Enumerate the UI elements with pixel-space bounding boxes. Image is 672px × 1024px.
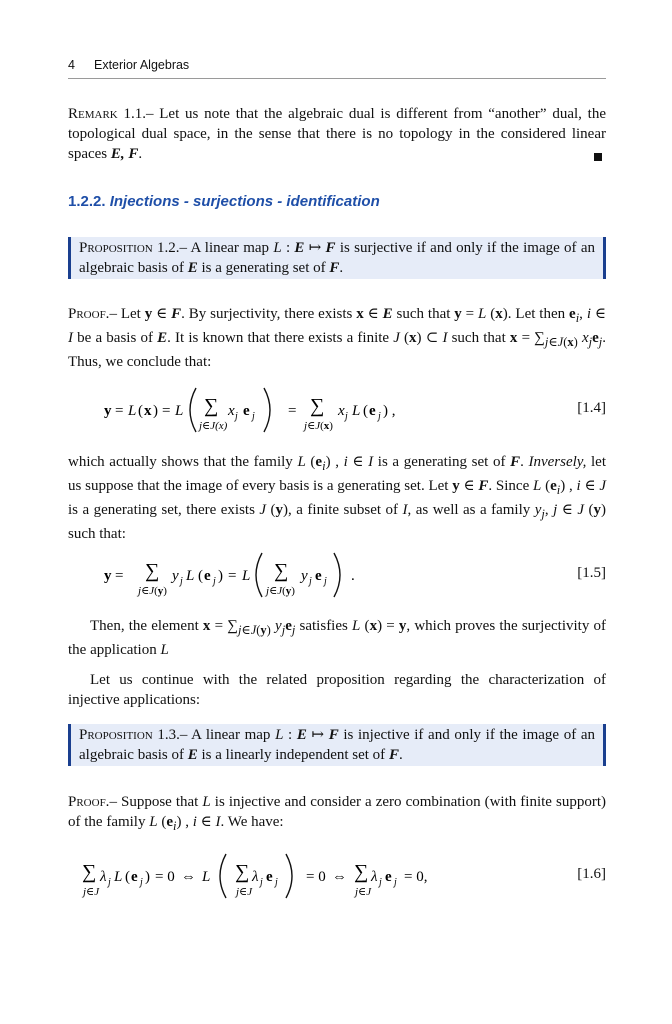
svg-text:∑: ∑	[145, 560, 160, 582]
proposition-1-3: Proposition 1.3.– A linear map L : E ↦ F is injective if and only if the image of an algebraic basis of E is a linearly independent set of F.	[68, 724, 606, 766]
svg-text:j: j	[213, 576, 216, 587]
svg-text:=: =	[162, 403, 171, 419]
svg-text:j∈J: j∈J	[355, 886, 372, 898]
svg-text:j∈J(x): j∈J(x)	[304, 420, 333, 432]
svg-text:∑: ∑	[310, 395, 325, 417]
svg-text:j: j	[309, 576, 312, 587]
svg-text:j∈J: j∈J	[236, 886, 253, 898]
section-heading	[68, 193, 380, 210]
svg-text:∑: ∑	[274, 560, 289, 582]
svg-text:(: (	[125, 869, 130, 885]
svg-text:∑: ∑	[82, 861, 97, 883]
end-of-remark-square	[594, 153, 602, 161]
svg-text:= 0: = 0	[155, 869, 175, 885]
section-number: 1.2.2.	[68, 193, 106, 210]
svg-text:e: e	[266, 869, 273, 885]
svg-text:∑: ∑	[354, 861, 369, 883]
svg-text:j: j	[235, 411, 238, 422]
svg-text:j: j	[140, 877, 143, 888]
svg-text:j: j	[275, 877, 278, 888]
svg-text:λ: λ	[371, 869, 378, 885]
svg-text:e: e	[243, 403, 250, 419]
svg-text:.: .	[351, 568, 355, 584]
svg-text:j: j	[378, 411, 381, 422]
svg-text:(: (	[363, 403, 368, 419]
equation-number-1-5: [1.5]	[577, 565, 606, 581]
svg-text:=: =	[115, 403, 124, 419]
svg-text:j: j	[260, 877, 263, 888]
proposition-1-2: Proposition 1.2.– A linear map L : E ↦ F is surjective if and only if the image of an algebraic basis of E is a generating set of F.	[68, 237, 606, 279]
svg-text:x: x	[228, 403, 235, 419]
equation-number-1-4: [1.4]	[577, 400, 606, 416]
svg-text:∑: ∑	[204, 395, 219, 417]
svg-text:(: (	[198, 568, 203, 584]
svg-text:L: L	[114, 869, 123, 885]
svg-text:e: e	[369, 403, 376, 419]
svg-text:j: j	[108, 877, 111, 888]
proof-label: Proof.	[68, 794, 110, 810]
svg-text:) ,: ) ,	[383, 403, 396, 419]
svg-text:j: j	[180, 576, 183, 587]
running-title: Exterior Algebras	[94, 58, 190, 72]
svg-text:y: y	[104, 568, 112, 584]
svg-text:j: j	[345, 411, 348, 422]
svg-text:L: L	[242, 568, 251, 584]
svg-text:j: j	[324, 576, 327, 587]
svg-text:e: e	[385, 869, 392, 885]
svg-text:e: e	[315, 568, 322, 584]
svg-text:y: y	[301, 568, 308, 584]
svg-text:∑: ∑	[235, 861, 250, 883]
running-header	[68, 56, 606, 79]
equation-number-1-6: [1.6]	[577, 866, 606, 882]
svg-text:j∈J(y): j∈J(y)	[138, 585, 167, 597]
equation-1-6-formula	[68, 846, 588, 906]
svg-text:y: y	[104, 403, 112, 419]
svg-text:): )	[145, 869, 150, 885]
svg-text:L: L	[175, 403, 184, 419]
svg-text:= 0,: = 0,	[404, 869, 428, 885]
svg-text:L: L	[128, 403, 137, 419]
equation-1-5-formula	[68, 545, 588, 605]
equation-1-4-formula	[68, 380, 588, 440]
svg-text:L: L	[186, 568, 195, 584]
svg-text:): )	[153, 403, 158, 419]
svg-text:L: L	[202, 869, 211, 885]
remark-1-1: Remark 1.1.– Let us note that the algebraic dual is different from “another” dual, the topological dual space, in the sense that there is no topology in the considered linear spaces E, F.	[68, 106, 606, 162]
svg-text:λ: λ	[100, 869, 107, 885]
svg-text:= 0: = 0	[306, 869, 326, 885]
svg-text:L: L	[352, 403, 361, 419]
proof-surjective: Proof.– Let y ∈ F. By surjectivity, there exists x ∈ E such that y = L (x). Let then $e_i$, i ∈ I be a basis of E. It is known that there exists a finite J (x) ⊂ I such that $x = \sum_{j\in J(x)}$ $x_je_j$. Thus, we conclude that:	[68, 306, 606, 370]
prop-label: Proposition 1.3.	[79, 727, 180, 743]
svg-text:y: y	[172, 568, 179, 584]
svg-text:j: j	[252, 411, 255, 422]
svg-text:=: =	[115, 568, 124, 584]
svg-text:e: e	[204, 568, 211, 584]
svg-text:x: x	[338, 403, 345, 419]
inversely-emphasis: Inversely,	[528, 454, 587, 470]
prop-label: Proposition 1.2.	[79, 240, 180, 256]
svg-text:j∈J(x): j∈J(x)	[199, 420, 228, 432]
paragraph-then: Then, the element $x = \sum_{j\in J(y)}$ $y_je_j$ satisfies L (x) = y, which proves the surjectivity of the application L	[68, 618, 606, 658]
svg-text:j: j	[394, 877, 397, 888]
remark-text: – Let us note that the algebraic dual is different from “another” dual, the topological dual space, in the sense that there is no topology in the considered linear spaces	[68, 106, 606, 162]
equation-1-5	[68, 545, 606, 605]
section-title: Injections - surjections - identification	[109, 193, 380, 210]
equation-1-6	[68, 846, 606, 906]
remark-math: E, F	[110, 146, 139, 162]
svg-text:): )	[218, 568, 223, 584]
paragraph-inversely: which actually shows that the family L $(e_i)$ , i ∈ I is a generating set of F. Inversely, let us suppose that the image of every basis is a generating set. Let y ∈ F. Since L $(e_i)$ , i ∈ J is a generating set, there exists J (y), a finite subset of I, as well as a family $y_j$, j ∈ J (y) such that:	[68, 454, 607, 542]
svg-text:j∈J: j∈J	[83, 886, 100, 898]
proof-label: Proof.	[68, 306, 110, 322]
remark-label: Remark 1.1.	[68, 106, 146, 122]
svg-text:x: x	[144, 403, 152, 419]
svg-text:=: =	[288, 403, 297, 419]
svg-text:j: j	[379, 877, 382, 888]
svg-text:=: =	[228, 568, 237, 584]
proof-injective: Proof.– Suppose that L is injective and consider a zero combination (with finite support) of the family L $(e_i)$ , i ∈ I. We have:	[68, 794, 606, 833]
page-number: 4	[68, 58, 75, 72]
equation-1-4	[68, 380, 606, 440]
paragraph-continue: Let us continue with the related proposition regarding the characterization of injective applications:	[68, 672, 606, 708]
svg-text:⇔: ⇔	[181, 869, 196, 885]
svg-text:λ: λ	[252, 869, 259, 885]
svg-text:⇔: ⇔	[332, 869, 347, 885]
svg-text:e: e	[131, 869, 138, 885]
svg-text:(: (	[138, 403, 143, 419]
svg-text:j∈J(y): j∈J(y)	[266, 585, 295, 597]
